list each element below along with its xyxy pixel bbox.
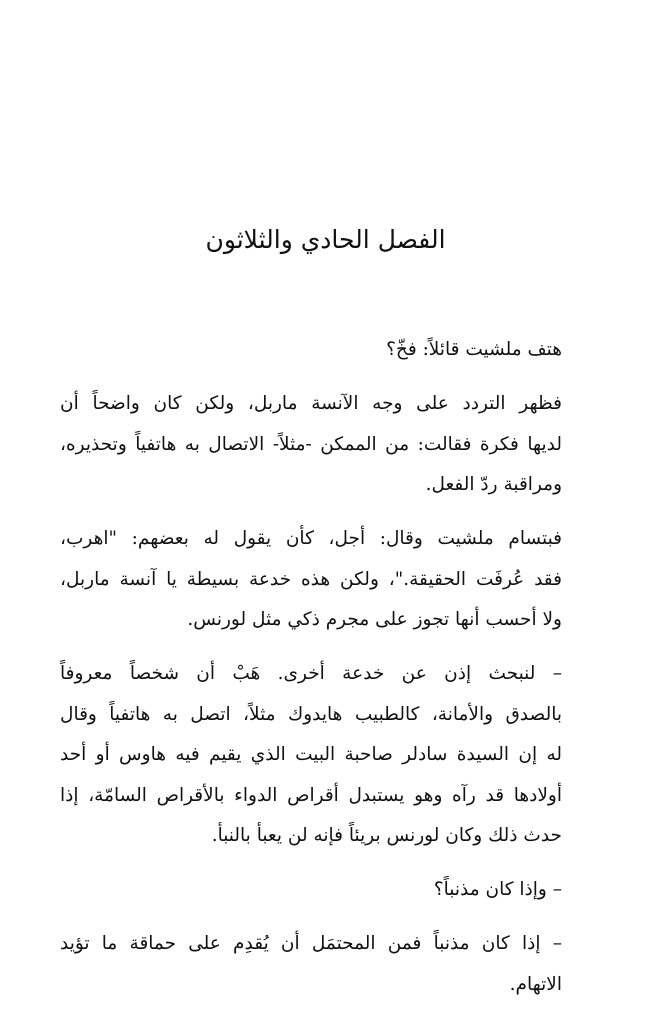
text-line: لديها فكرة فقالت: من الممكن -مثلاً- الاتصال به هاتفياً وتحذيره، — [60, 433, 562, 455]
text-line: فبتسام ملشيت وقال: أجل، كأن يقول له بعضهم: "اهرب، — [60, 528, 562, 549]
text-line: الاتهام. — [509, 973, 562, 995]
text-line: – وإذا كان مذنباً؟ — [433, 879, 562, 900]
paragraph — [60, 924, 596, 1005]
text-line: فقد عُرفَت الحقيقة."، ولكن هذه خدعة بسيطة يا آنسة ماربل، — [60, 568, 562, 590]
paragraph — [60, 519, 596, 641]
text-line: له إن السيدة سادلر صاحبة البيت الذي يقيم فيه هاوس أو أحد — [60, 744, 562, 765]
paragraph — [60, 654, 596, 857]
chapter-title: الفصل الحادي والثلاثون — [205, 225, 446, 254]
text-line: أولادها قد رآه وهو يستبدل أقراص الدواء بالأقراص السامّة، إذا — [60, 784, 562, 806]
chapter-body — [60, 330, 596, 1019]
paragraph — [60, 330, 596, 371]
text-line: حدث ذلك وكان لورنس بريئاً فإنه لن يعبأ بالنبأ. — [211, 825, 562, 846]
text-line: – إذا كان مذنباً فمن المحتمَل أن يُقدِم على حماقة ما تؤيد — [60, 933, 562, 954]
paragraph — [60, 384, 596, 506]
paragraph — [60, 870, 596, 911]
text-line: – لنبحث إذن عن خدعة أخرى. هَبْ أن شخصاً معروفاً — [60, 663, 562, 684]
text-line: ولا أحسب أنها تجوز على مجرم ذكي مثل لورنس. — [187, 609, 562, 630]
text-line: ومراقبة ردّ الفعل. — [425, 474, 562, 495]
text-line: فظهر التردد على وجه الآنسة ماربل، ولكن كان واضحاً أن — [60, 393, 562, 414]
text-line: بالصدق والأمانة، كالطبيب هايدوك مثلاً، اتصل به هاتفياً وقال — [60, 703, 562, 725]
text-line: هتف ملشيت قائلاً: فخّ؟ — [386, 339, 562, 360]
